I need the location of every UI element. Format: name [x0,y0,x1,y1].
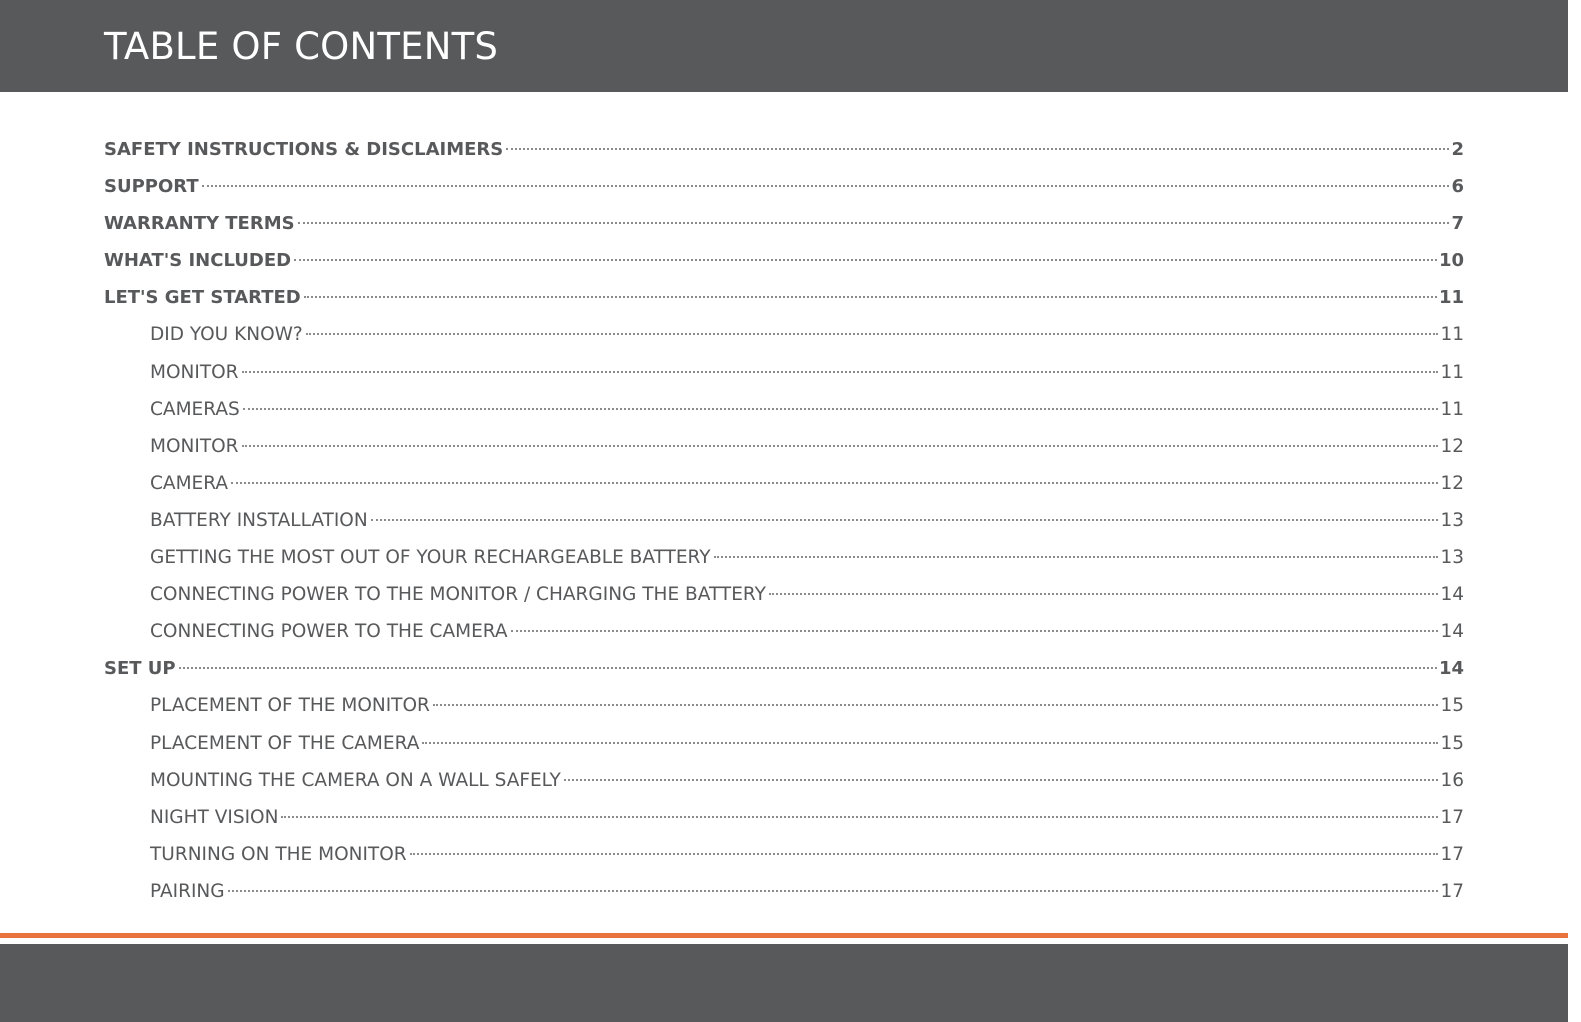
toc-entry-label: GETTING THE MOST OUT OF YOUR RECHARGEABLE BATTERY [150,547,711,569]
toc-section-entry[interactable] [104,279,1464,316]
toc-section-entry[interactable] [104,242,1464,279]
toc-dot-leader [281,816,1438,818]
toc-dot-leader [243,408,1439,410]
toc-dot-leader [410,853,1439,855]
toc-entry-label: SAFETY INSTRUCTIONS & DISCLAIMERS [104,139,504,160]
toc-page-number: 16 [1440,769,1464,791]
toc-page-number: 11 [1440,398,1464,420]
toc-page-number: 14 [1438,658,1464,680]
toc-page-number: 17 [1440,806,1464,828]
toc-page-number: 11 [1438,287,1464,309]
toc-entry-label: SUPPORT [104,176,199,198]
footer-bar [0,944,1568,1022]
toc-subsection-entry[interactable] [104,428,1464,465]
toc-subsection-entry[interactable] [104,465,1464,502]
toc-dot-leader [506,148,1449,150]
toc-page-number: 11 [1440,361,1464,383]
toc-page-number: 14 [1440,584,1464,606]
footer-accent-line [0,933,1568,938]
toc-dot-leader [564,779,1439,781]
toc-page-number: 12 [1440,435,1464,457]
toc-page-number: 15 [1440,695,1464,717]
toc-subsection-entry[interactable] [104,391,1464,428]
toc-entry-label: WHAT'S INCLUDED [104,250,292,272]
toc-entry-label: DID YOU KNOW? [150,324,303,346]
toc-entry-label: PLACEMENT OF THE MONITOR [150,695,430,717]
toc-entry-label: SET UP [104,658,176,680]
toc-page-number: 17 [1440,843,1464,865]
toc-dot-leader [422,742,1438,744]
toc-entry-label: MOUNTING THE CAMERA ON A WALL SAFELY [150,769,561,791]
toc-dot-leader [769,593,1439,595]
toc-page-number: 2 [1451,139,1464,160]
toc-entry-label: CAMERA [150,472,228,494]
toc-entry-label: WARRANTY TERMS [104,213,295,235]
toc-subsection-entry[interactable] [104,799,1464,836]
toc-subsection-entry[interactable] [104,873,1464,910]
toc-dot-leader [306,333,1439,335]
toc-section-entry[interactable] [104,131,1464,168]
toc-subsection-entry[interactable] [104,762,1464,799]
toc-subsection-entry[interactable] [104,316,1464,353]
toc-page-number: 13 [1440,547,1464,569]
toc-entry-label: CONNECTING POWER TO THE MONITOR / CHARGING THE BATTERY [150,584,766,606]
toc-section-entry[interactable] [104,205,1464,242]
toc-dot-leader [714,556,1439,558]
toc-entry-label: TURNING ON THE MONITOR [150,843,407,865]
toc-section-entry[interactable] [104,650,1464,687]
toc-dot-leader [371,519,1439,521]
page-title: TABLE OF CONTENTS [104,25,499,68]
toc-entry-label: LET'S GET STARTED [104,287,301,309]
toc-entry-label: PLACEMENT OF THE CAMERA [150,732,420,754]
toc-subsection-entry[interactable] [104,354,1464,391]
toc-section-entry[interactable] [104,168,1464,205]
toc-page-number: 13 [1440,509,1464,531]
toc-dot-leader [242,445,1439,447]
toc-page-number: 6 [1451,176,1464,198]
toc-subsection-entry[interactable] [104,836,1464,873]
toc-entry-label: NIGHT VISION [150,806,279,828]
page-header [0,0,1568,92]
toc-page-number: 11 [1440,324,1464,346]
toc-subsection-entry[interactable] [104,539,1464,576]
toc-page-number: 15 [1440,732,1464,754]
toc-subsection-entry[interactable] [104,725,1464,762]
toc-entry-label: CAMERAS [150,398,240,420]
toc-entry-label: BATTERY INSTALLATION [150,509,368,531]
toc-dot-leader [228,890,1439,892]
toc-dot-leader [298,222,1450,224]
toc-page-number: 12 [1440,472,1464,494]
toc-dot-leader [433,704,1439,706]
toc-subsection-entry[interactable] [104,687,1464,724]
toc-dot-leader [511,630,1439,632]
toc-subsection-entry[interactable] [104,613,1464,650]
toc-page-number: 17 [1440,880,1464,902]
toc-page-number: 10 [1438,250,1464,272]
toc-entry-label: MONITOR [150,435,239,457]
toc-entry-label: MONITOR [150,361,239,383]
toc-dot-leader [242,371,1439,373]
toc-dot-leader [179,667,1437,669]
toc-dot-leader [231,482,1438,484]
toc-subsection-entry[interactable] [104,502,1464,539]
toc-subsection-entry[interactable] [104,576,1464,613]
table-of-contents [104,131,1464,910]
toc-entry-label: PAIRING [150,880,225,902]
toc-page-number: 14 [1440,621,1464,643]
toc-dot-leader [294,259,1437,261]
toc-dot-leader [304,296,1437,298]
toc-dot-leader [202,185,1450,187]
toc-page-number: 7 [1451,213,1464,235]
toc-entry-label: CONNECTING POWER TO THE CAMERA [150,621,508,643]
